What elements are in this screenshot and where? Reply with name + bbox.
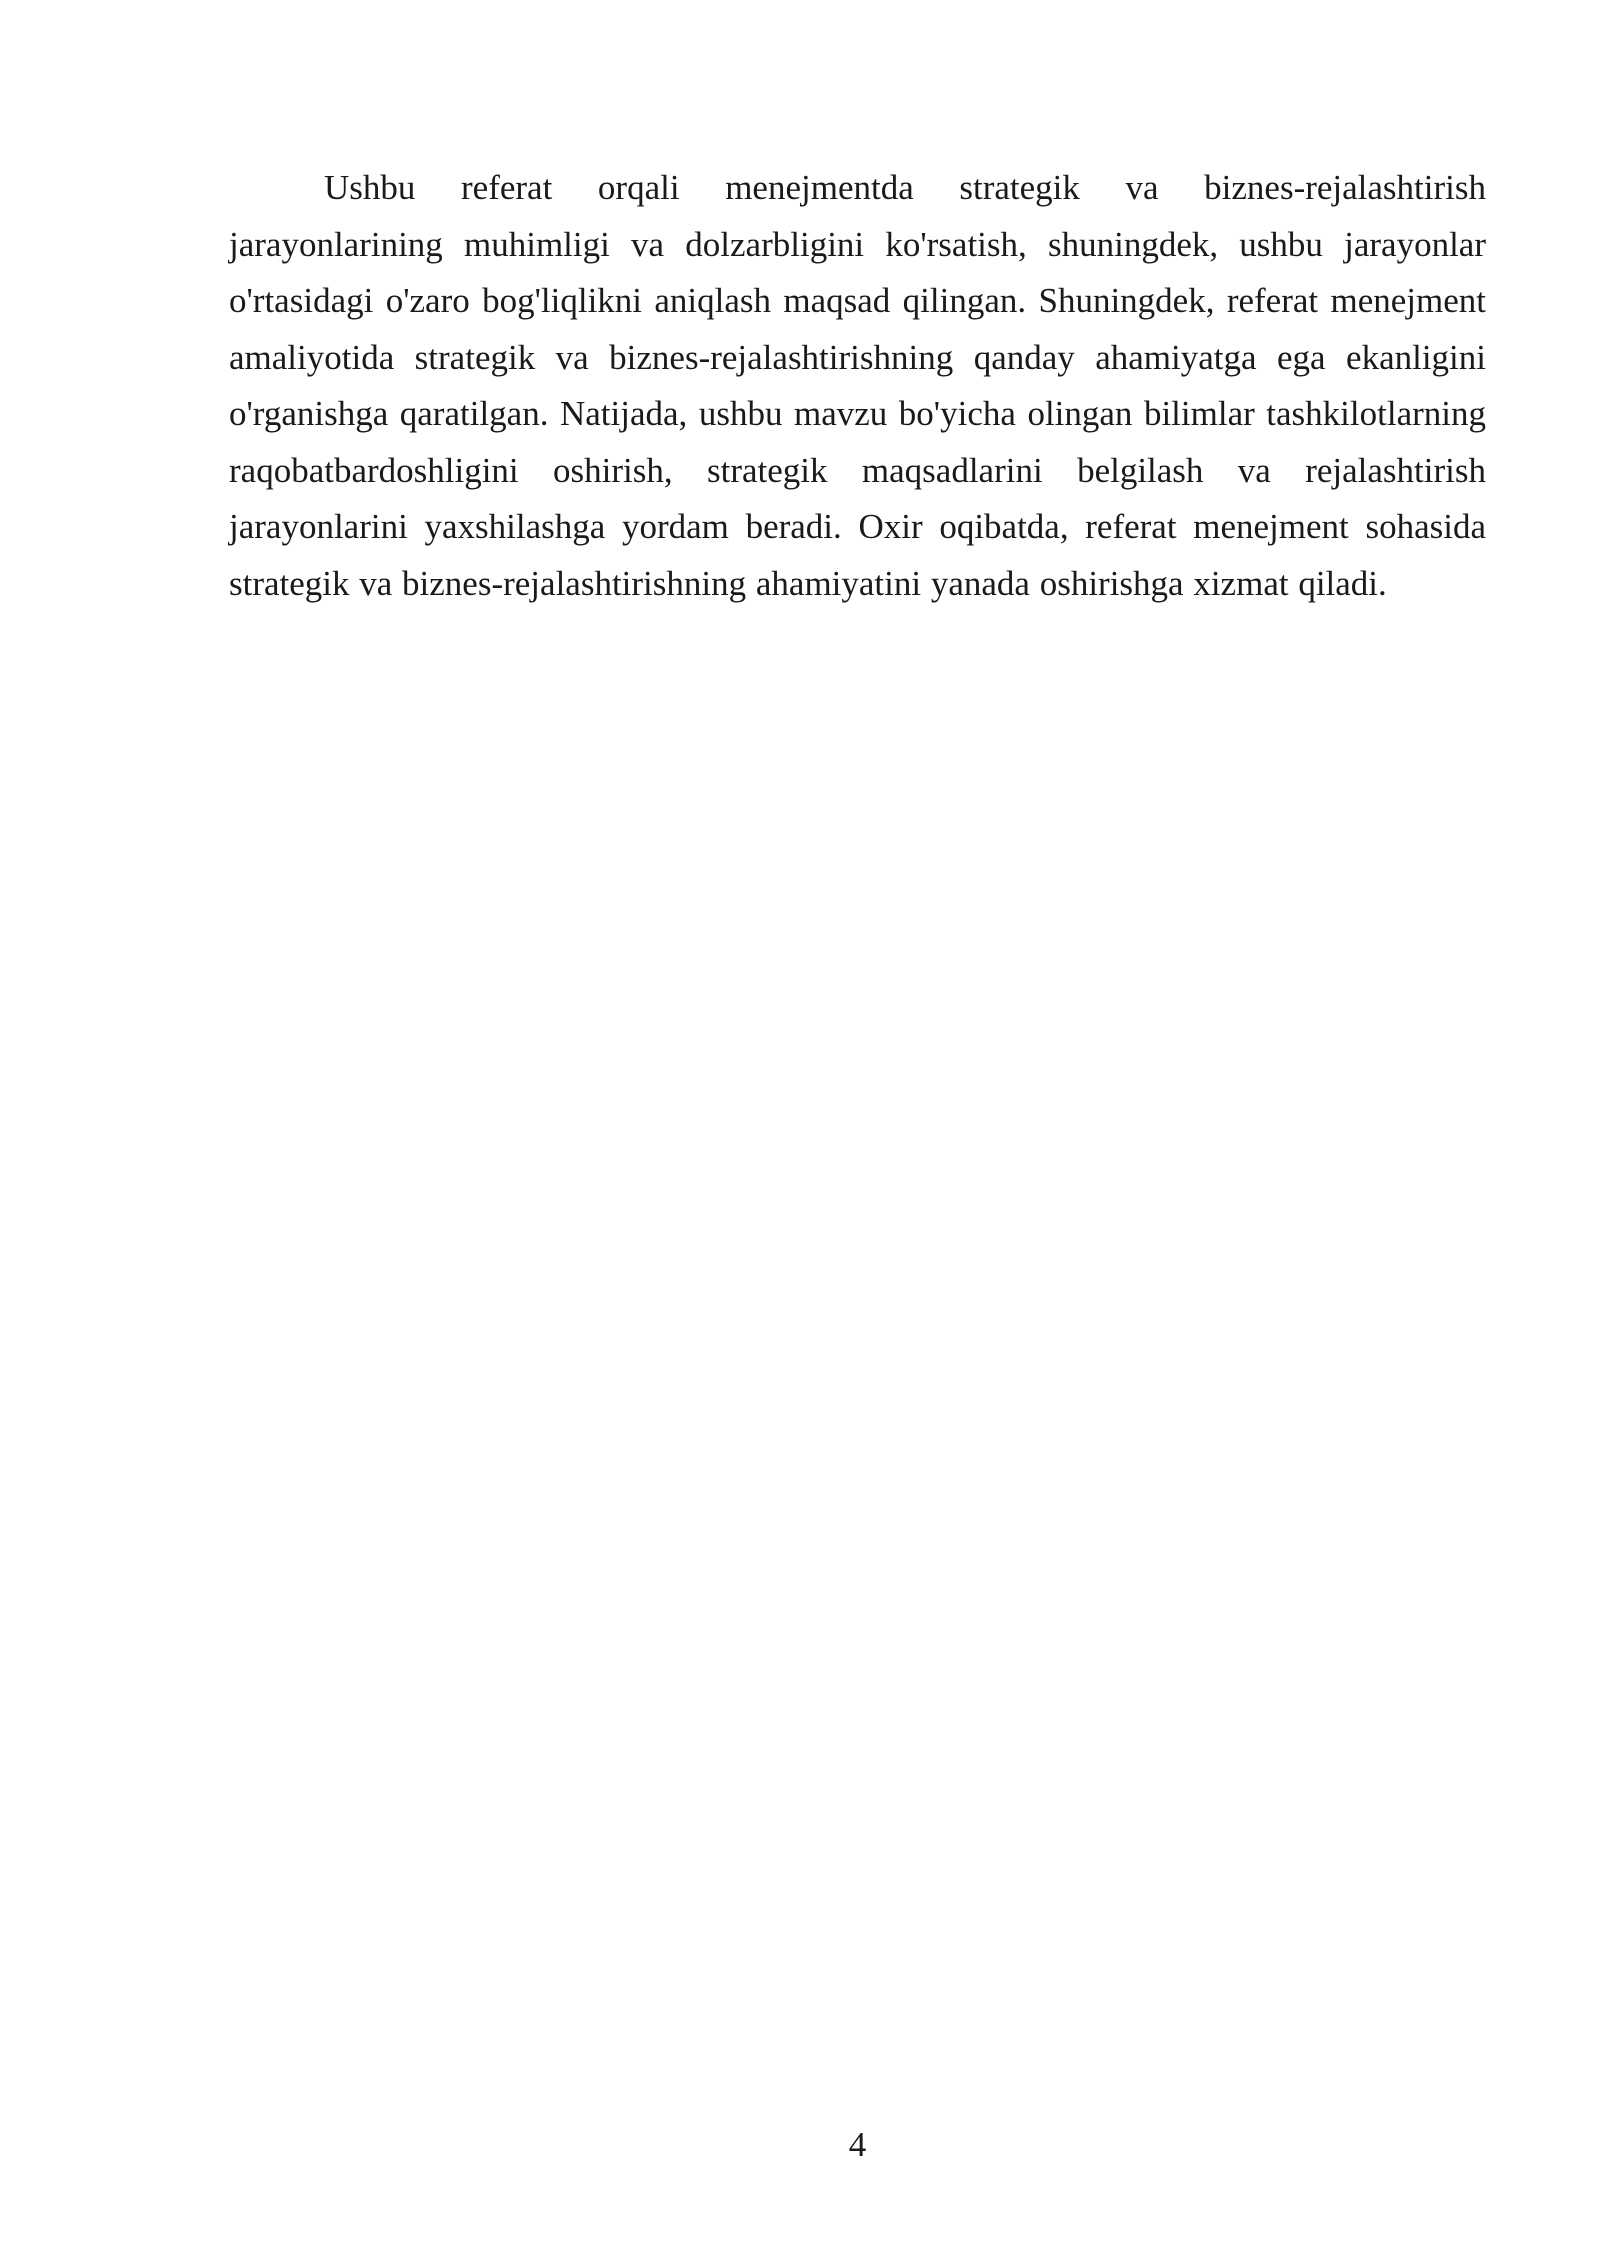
body-paragraph: Ushbu referat orqali menejmentda strategik va biznes-rejalashtirish jarayonlarining muhimligi va dolzarbligini ko'rsatish, shuningdek, ushbu jarayonlar o'rtasidagi o'zaro bog'liqlikni aniqlash maqsad qilingan. Shuningdek, referat menejment amaliyotida strategik va biznes-rejalashtirishning qanday ahamiyatga ega ekanligini o'rganishga qaratilgan. Natijada, ushbu mavzu bo'yicha olingan bilimlar tashkilotlarning raqobatbardoshligini oshirish, strategik maqsadlarini belgilash va rejalashtirish jarayonlarini yaxshilashga yordam beradi. Oxir oqibatda, referat menejment sohasida strategik va biznes-rejalashtirishning ahamiyatini yanada oshirishga xizmat qiladi.: [229, 168, 1486, 603]
page-number: 4: [848, 2125, 867, 2164]
